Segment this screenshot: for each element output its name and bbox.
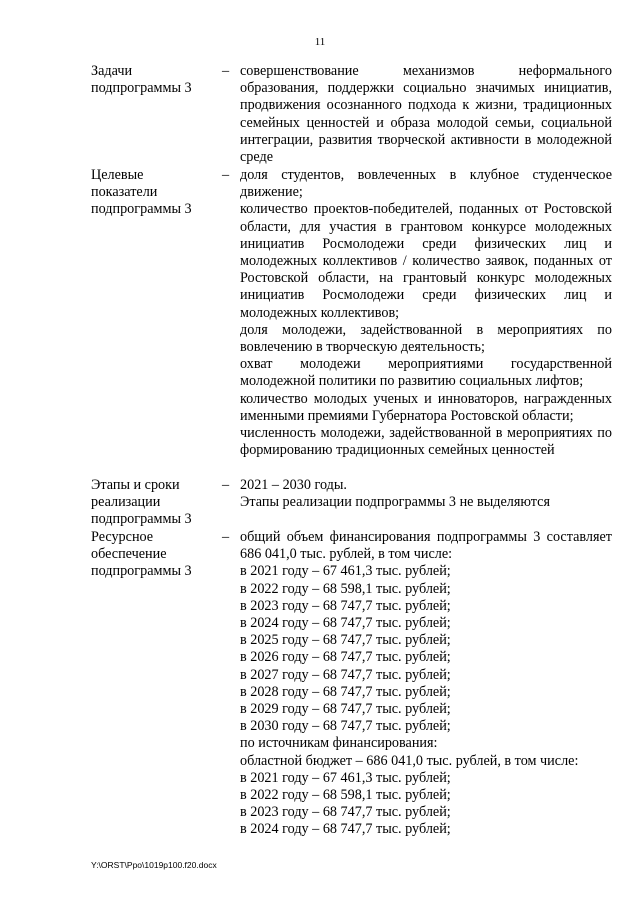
funding-line: в 2028 году – 68 747,7 тыс. рублей; <box>240 683 451 700</box>
funding-line: областной бюджет – 686 041,0 тыс. рублей, в том числе: <box>240 752 579 769</box>
funding-line: в 2030 году – 68 747,7 тыс. рублей; <box>240 718 451 735</box>
paragraph: количество молодых ученых и инноваторов, награжденных именными премиями Губернатора Ростовской области; <box>240 390 612 424</box>
funding-line: в 2021 году – 67 461,3 тыс. рублей; <box>240 563 451 580</box>
paragraph: количество проектов-победителей, поданных от Ростовской области, для участия в грантовом конкурсе молодежных инициатив Росмолодежи среди физических лиц и молодежных коллективов / количество заявок, поданных от Ростовской области, на грантовый конкурс молодежных инициатив Росмолодежи среди физических лиц и молодежных коллективов; <box>240 201 612 321</box>
row-label-text: Ресурсное обеспечение подпрограммы 3 <box>91 529 192 580</box>
row-label <box>91 477 221 529</box>
row-label-text: Целевые показатели подпрограммы 3 <box>91 167 192 218</box>
funding-line: в 2022 году – 68 598,1 тыс. рублей; <box>240 787 451 804</box>
row-content <box>240 63 612 166</box>
footer-file-path: Y:\ORST\Ppo\1019p100.f20.docx <box>91 860 217 870</box>
funding-line: в 2025 году – 68 747,7 тыс. рублей; <box>240 632 451 649</box>
row-content <box>240 477 612 511</box>
funding-line: в 2024 году – 68 747,7 тыс. рублей; <box>240 821 451 838</box>
row-label <box>91 529 221 581</box>
row-dash: – <box>222 167 230 183</box>
funding-line: в 2023 году – 68 747,7 тыс. рублей; <box>240 804 451 821</box>
page-number: 11 <box>314 36 326 48</box>
row-content <box>240 529 612 839</box>
row-dash: – <box>222 529 230 545</box>
row-label-text: Задачи подпрограммы 3 <box>91 63 192 97</box>
funding-line: в 2021 году – 67 461,3 тыс. рублей; <box>240 769 451 786</box>
funding-line: в 2022 году – 68 598,1 тыс. рублей; <box>240 580 451 597</box>
row-label-text: Этапы и сроки реализации подпрограммы 3 <box>91 477 192 528</box>
row-content <box>240 167 612 459</box>
funding-line: в 2026 году – 68 747,7 тыс. рублей; <box>240 649 451 666</box>
paragraph: численность молодежи, задействованной в мероприятиях по формированию традиционных семейных ценностей <box>240 425 612 459</box>
paragraph: Этапы реализации подпрограммы 3 не выделяются <box>240 494 550 511</box>
paragraph: доля студентов, вовлеченных в клубное студенческое движение; <box>240 167 612 201</box>
row-label <box>91 63 221 97</box>
funding-line: в 2024 году – 68 747,7 тыс. рублей; <box>240 615 451 632</box>
paragraph: совершенствование механизмов неформального образования, поддержки социально значимых инициатив, продвижения осознанного подхода к жизни, традиционных семейных ценностей и образа молодой семьи, социальной интеграции, развития творческой активности в молодежной среде <box>240 63 612 166</box>
paragraph: доля молодежи, задействованной в мероприятиях по вовлечению в творческую деятельность; <box>240 321 612 356</box>
paragraph: общий объем финансирования подпрограммы 3 составляет 686 041,0 тыс. рублей, в том числе: <box>240 529 612 563</box>
row-dash: – <box>222 477 230 493</box>
paragraph: 2021 – 2030 годы. <box>240 477 347 493</box>
funding-line: в 2029 году – 68 747,7 тыс. рублей; <box>240 701 451 718</box>
funding-line: в 2027 году – 68 747,7 тыс. рублей; <box>240 666 451 683</box>
row-dash: – <box>222 63 230 79</box>
paragraph: охват молодежи мероприятиями государственной молодежной политики по развитию социальных лифтов; <box>240 356 612 390</box>
row-label <box>91 167 221 219</box>
funding-sources-heading: по источникам финансирования: <box>240 735 438 752</box>
funding-line: в 2023 году – 68 747,7 тыс. рублей; <box>240 597 451 614</box>
